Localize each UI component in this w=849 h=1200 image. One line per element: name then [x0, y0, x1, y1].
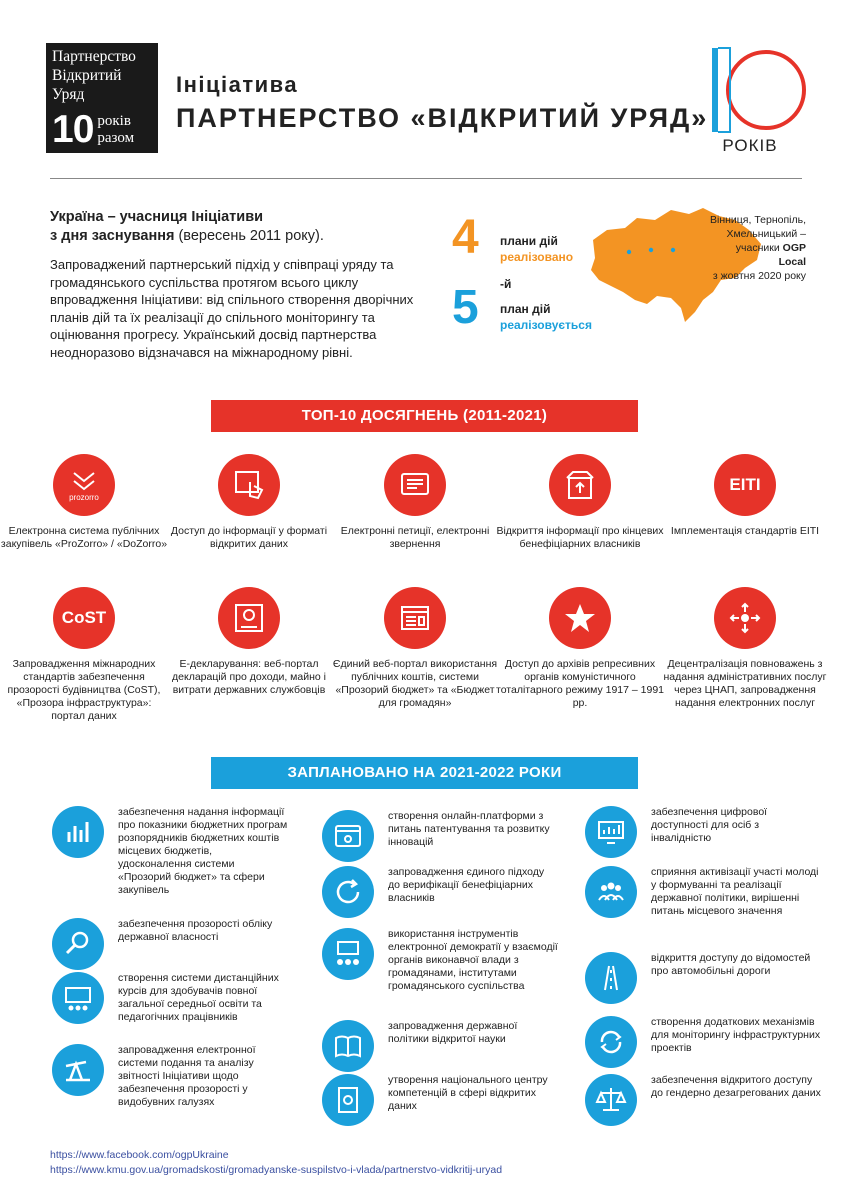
cost-icon: CoST: [53, 587, 115, 649]
planned-item-text: відкриття доступу до відомостей про автомобільні дороги: [651, 952, 811, 977]
stat-label-2-suffix: -й: [500, 277, 512, 291]
ogp-logo: [46, 43, 158, 153]
document-at-icon: [322, 1074, 374, 1126]
presentation-icon: [52, 972, 104, 1024]
map-note-line-4: з жовтня 2020 року: [712, 270, 806, 282]
achievements-banner: ТОП-10 ДОСЯГНЕНЬ (2011-2021): [211, 400, 638, 432]
box-icon: [549, 454, 611, 516]
web-portal-icon: [384, 587, 446, 649]
map-note-line-3: учасники: [735, 242, 783, 254]
planned-item: [52, 1044, 288, 1109]
stat-label-1a: плани дій: [500, 234, 558, 248]
achievement-caption: Електронні петиції, електронні звернення: [340, 525, 490, 550]
stat-label-1b: реалізовано: [500, 250, 574, 264]
planned-item-text: забезпечення надання інформації про показники бюджетних програм розпорядників бюджетних коштів місцевих бюджетів, удосконалення системи «Прозорий бюджет» та сфери закупівель: [118, 806, 288, 896]
ten-years-logo-icon: [700, 42, 810, 142]
logo-line-2: Відкритий: [52, 67, 122, 84]
decentralization-icon: [714, 587, 776, 649]
stat-number-5: 5: [452, 281, 479, 334]
prozorro-icon: [53, 454, 115, 516]
planned-item: [322, 1074, 558, 1126]
achievement-caption: Відкриття інформації про кінцевих бенефіціарних власників: [496, 525, 664, 550]
svg-text:prozorro: prozorro: [69, 493, 99, 502]
road-icon: [585, 952, 637, 1004]
header-title-2: ПАРТНЕРСТВО «ВІДКРИТИЙ УРЯД»: [176, 103, 709, 133]
stat-label-2b: реалізовується: [500, 318, 592, 332]
achievement-caption: Доступ до інформації у форматі відкритих даних: [170, 525, 328, 550]
achievement-caption: Децентралізація повноважень з надання адміністративних послуг через ЦНАП, запровадження надання електронних послуг: [663, 658, 827, 709]
petition-icon: [384, 454, 446, 516]
planned-item-text: створення додаткових механізмів для моніторингу інфраструктурних проектів: [651, 1016, 821, 1054]
ten-years-label: РОКІВ: [722, 136, 778, 155]
people-icon: [585, 866, 637, 918]
monitor-chart-icon: [585, 806, 637, 858]
logo-years-word-2: разом: [97, 130, 135, 146]
cycle-arrows-icon: [585, 1016, 637, 1068]
logo-line-1: Партнерство: [52, 48, 136, 65]
planned-item: [52, 972, 288, 1024]
stat-label-2a: план дій: [500, 302, 551, 316]
planned-item: [52, 918, 288, 970]
kmu-link[interactable]: https://www.kmu.gov.ua/gromadskosti/gromadyanske-suspilstvo-i-vlada/partnerstvo-vidkritij-uryad: [50, 1164, 503, 1176]
facebook-link[interactable]: https://www.facebook.com/ogpUkraine: [50, 1149, 229, 1161]
book-icon: [322, 1020, 374, 1072]
planned-item-text: забезпечення прозорості обліку державної власності: [118, 918, 273, 943]
achievement-item: [330, 587, 500, 710]
planned-item: [322, 810, 558, 862]
declaration-icon: [218, 587, 280, 649]
intro-title: [50, 208, 430, 246]
achievement-item: [0, 587, 169, 723]
achievement-caption: Запровадження міжнародних стандартів забезпечення прозорості будівництва (CoST), «Прозора інфраструктура»: портал даних: [7, 658, 161, 722]
logo-years: [52, 108, 135, 151]
achievement-item: [330, 454, 500, 551]
map-note-line-1: Вінниця, Тернопіль,: [709, 214, 806, 226]
planned-item-text: сприяння активізації участі молоді у формуванні та реалізації державної політики, вирішенні питань місцевого значення: [651, 866, 819, 917]
intro-title-line-2: з дня заснування: [50, 228, 175, 244]
planned-item: [585, 952, 821, 1004]
planned-item-text: забезпечення цифрової доступності для осіб з інвалідністю: [651, 806, 768, 844]
achievement-item: [495, 454, 665, 551]
achievement-caption: Доступ до архівів репресивних органів комуністичного тоталітарного режиму 1917 – 1991 рр.: [496, 658, 664, 709]
planned-item-text: утворення національного центру компетенцій в сфері відкритих даних: [388, 1074, 548, 1112]
planned-item-text: запровадження електронної системи подання та аналізу звітності Ініціативи щодо забезпечення прозорості у видобувних галузях: [118, 1044, 256, 1108]
planned-item: [322, 1020, 558, 1072]
planned-item-text: запровадження державної політики відкритої науки: [388, 1020, 518, 1045]
planned-banner: ЗАПЛАНОВАНО НА 2021-2022 РОКИ: [211, 757, 638, 789]
stat-number-4: 4: [452, 211, 479, 264]
planned-item: [585, 1016, 821, 1068]
achievement-item: [660, 587, 830, 710]
achievement-item: [164, 587, 334, 697]
e-democracy-icon: [322, 928, 374, 980]
header-divider: [50, 178, 802, 179]
logo-line-3: Уряд: [52, 86, 85, 103]
achievement-item: [164, 454, 334, 551]
logo-years-words: [97, 113, 134, 147]
planned-item: [322, 928, 558, 993]
achievement-item: [0, 454, 169, 551]
header-title-1: Ініціатива: [176, 72, 299, 97]
planned-item: [322, 866, 558, 918]
intro-text: Запроваджений партнерський підхід у співпраці уряду та громадянського суспільства протягом всього циклу впровадження Ініціативи: від спільного створення дворічних планів дій та їх реалізації до спільного моніторингу та оцінювання прогресу. Український досвід партнерства неодноразово відзначався на міжнародному рівні.: [50, 257, 414, 360]
intro-title-line-1: Україна – учасниця Ініціативи: [50, 209, 264, 225]
achievement-caption: Імплементація стандартів EITI: [670, 525, 820, 537]
eiti-icon: EITI: [714, 454, 776, 516]
scales-icon: [585, 1074, 637, 1126]
map-note-line-3b: OGP Local: [778, 242, 806, 268]
achievement-item: [495, 587, 665, 710]
touch-screen-icon: [218, 454, 280, 516]
planned-item: [52, 806, 288, 897]
achievement-item: [660, 454, 830, 538]
planned-item: [585, 866, 821, 918]
planned-item-text: забезпечення відкритого доступу до гендерно дезагрегованих даних: [651, 1074, 821, 1099]
links: [50, 1148, 502, 1178]
ogp-local-note: [706, 213, 806, 283]
planned-item: [585, 806, 821, 858]
logo-years-number: 10: [52, 108, 94, 151]
magnifier-icon: [52, 918, 104, 970]
bar-chart-icon: [52, 806, 104, 858]
online-platform-icon: [322, 810, 374, 862]
refresh-icon: [322, 866, 374, 918]
planned-item-text: створення системи дистанційних курсів для здобувачів повної загальної середньої освіти та педагогічних працівників: [118, 972, 279, 1023]
intro-title-line-2b: (вересень 2011 року).: [174, 228, 324, 244]
achievement-caption: Єдиний веб-портал використання публічних коштів, системи «Прозорий бюджет» та «Бюджет для громадян»: [332, 658, 498, 709]
planned-item-text: створення онлайн-платформи з питань патентування та розвитку інновацій: [388, 810, 550, 848]
planned-item-text: запровадження єдиного підходу до верифікації бенефіціарних власників: [388, 866, 545, 904]
planned-item: [585, 1074, 821, 1126]
achievement-caption: Електронна система публічних закупівель «ProZorro» / «DoZorro»: [0, 525, 168, 550]
achievement-caption: Е-декларування: веб-портал декларацій про доходи, майно і витрати державних службовців: [172, 658, 326, 696]
oil-pump-icon: [52, 1044, 104, 1096]
map-note-line-2: Хмельницький –: [726, 228, 806, 240]
planned-item-text: використання інструментів електронної демократії у взаємодії органів виконавчої влади з громадянами, інститутами громадянського суспільства: [388, 928, 558, 992]
logo-years-word-1: років: [97, 113, 131, 129]
star-icon: [549, 587, 611, 649]
